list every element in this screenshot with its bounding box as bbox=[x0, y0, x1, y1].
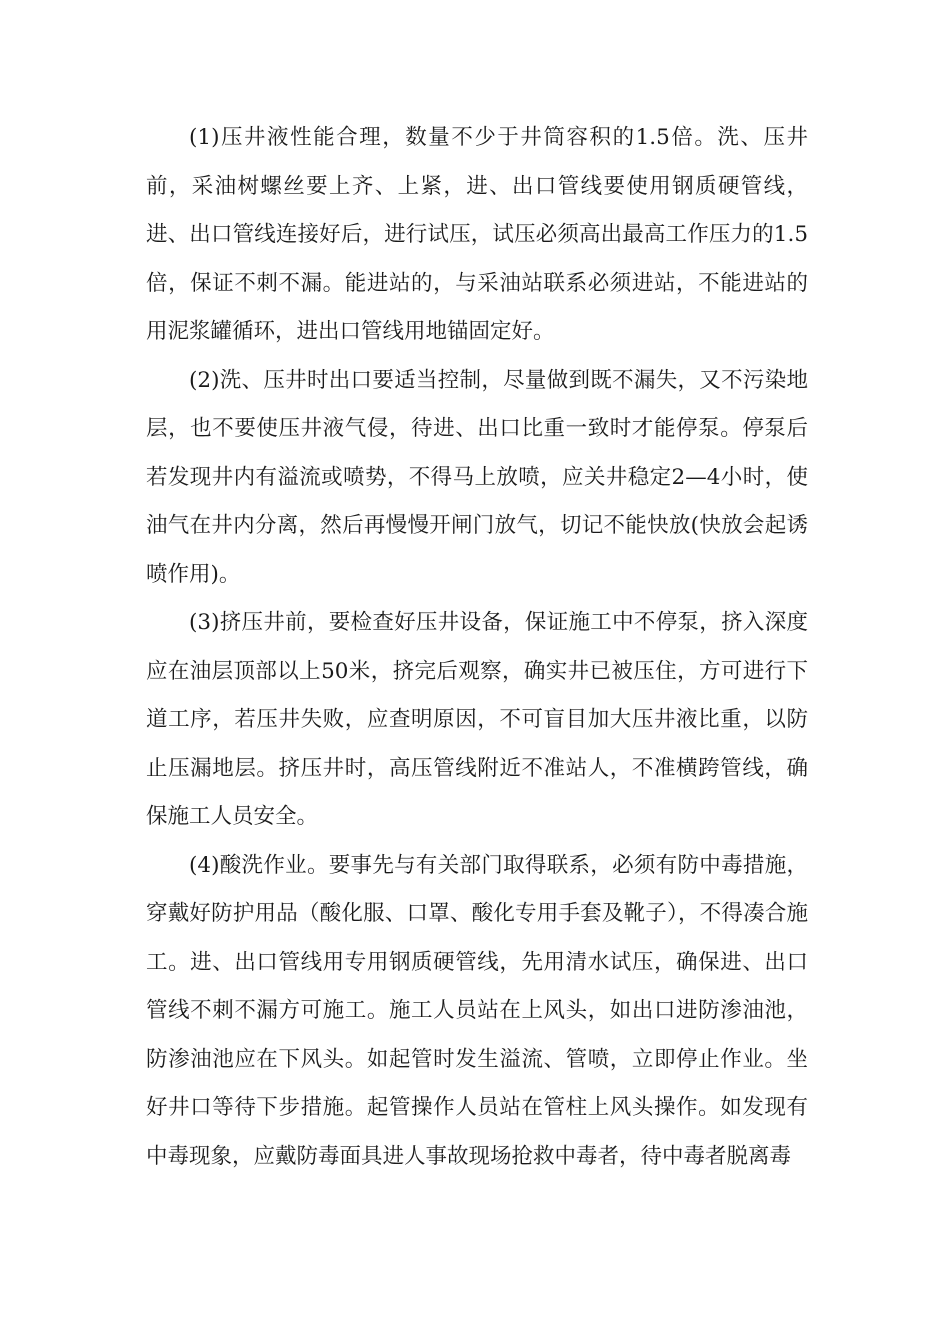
paragraph-4: (4)酸洗作业。要事先与有关部门取得联系，必须有防中毒措施，穿戴好防护用品（酸化服、口罩、酸化专用手套及靴子），不得凑合施工。进、出口管线用专用钢质硬管线，先用清水试压，确保进、出口管线不刺不漏方可施工。施工人员站在上风头，如出口进防渗油池，防渗油池应在下风头。如起管时发生溢流、管喷，立即停止作业。坐好井口等待下步措施。起管操作人员站在管柱上风头操作。如发现有中毒现象，应戴防毒面具进人事故现场抢救中毒者，待中毒者脱离毒 bbox=[146, 852, 808, 1169]
paragraph-2: (2)洗、压井时出口要适当控制，尽量做到既不漏失，又不污染地层，也不要使压井液气侵，待进、出口比重一致时才能停泵。停泵后若发现井内有溢流或喷势，不得马上放喷，应关井稳定2—4小时，使油气在井内分离，然后再慢慢开闸门放气，切记不能快放(快放会起诱喷作用)。 bbox=[146, 367, 808, 587]
document-body bbox=[146, 114, 808, 1181]
paragraph-3: (3)挤压井前，要检查好压井设备，保证施工中不停泵，挤入深度应在油层顶部以上50米，挤完后观察，确实井已被压住，方可进行下道工序，若压井失败，应查明原因，不可盲目加大压井液比重，以防止压漏地层。挤压井时，高压管线附近不准站人，不准横跨管线，确保施工人员安全。 bbox=[146, 610, 808, 829]
paragraph-1: (1)压井液性能合理，数量不少于井筒容积的1.5倍。洗、压井前，采油树螺丝要上齐、上紧，进、出口管线要使用钢质硬管线，进、出口管线连接好后，进行试压，试压必须高出最高工作压力的1.5倍，保证不刺不漏。能进站的，与采油站联系必须进站，不能进站的用泥浆罐循环，进出口管线用地锚固定好。 bbox=[146, 125, 808, 344]
